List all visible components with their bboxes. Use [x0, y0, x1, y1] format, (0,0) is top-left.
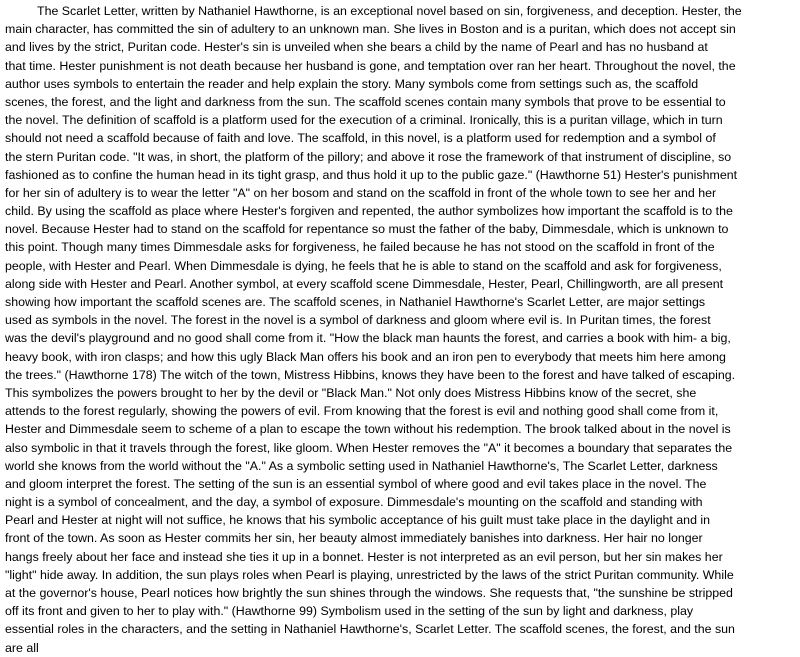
essay-line: the trees." (Hawthorne 178) The witch of the town, Mistress Hibbins, knows they have been to the forest and have talked of escaping. — [5, 367, 736, 382]
essay-line: This symbolizes the powers brought to her by the devil or "Black Man." Not only does Mistress Hibbins know of the secret, she — [5, 385, 697, 400]
essay-body — [5, 2, 797, 657]
essay-line: heavy book, with iron clasps; and how this ugly Black Man offers his book and an iron pen to everybody that meets him here among — [5, 349, 726, 364]
essay-line: that time. Hester punishment is not death because her husband is gone, and temptation over ran her heart. Throughout the novel, the — [5, 58, 736, 73]
essay-line: hangs freely about her face and instead she ties it up in a bonnet. Hester is not interpreted as an evil person, but her sin makes her — [5, 549, 723, 564]
essay-line: night is a symbol of concealment, and the day, a symbol of exposure. Dimmesdale's mounting on the scaffold and standing with — [5, 495, 703, 510]
essay-line: along side with Hester and Pearl. Another symbol, at every scaffold scene Dimmesdale, Hester, Pearl, Chillingworth, are all present — [5, 276, 724, 291]
essay-line: should not need a scaffold because of faith and love. The scaffold, in this novel, is a platform used for redemption and a symbol of — [5, 131, 716, 146]
essay-line: front of the town. As soon as Hester commits her sin, her beauty almost immediately banishes into darkness. Her hair no longer — [5, 531, 703, 546]
essay-line: this point. Though many times Dimmesdale asks for forgiveness, he failed because he has not stood on the scaffold in front of the — [5, 240, 715, 255]
essay-line: and gloom interpret the forest. The setting of the sun is an essential symbol of where good and evil takes place in the novel. The — [5, 476, 707, 491]
essay-line: was the devil's playground and no good shall come from it. "How the black man haunts the forest, and carries a book with him- a big, — [5, 331, 731, 346]
essay-line: people, with Hester and Pearl. When Dimmesdale is dying, he feels that he is able to stand on the scaffold and ask for forgiveness, — [5, 258, 722, 273]
essay-line: world she knows from the world without the "A." As a symbolic setting used in Nathaniel Hawthorne's, The Scarlet Letter, darkness — [5, 458, 718, 473]
essay-line: at the governor's house, Pearl notices how brightly the sun shines through the windows. She requests that, "the sunshine be stripped — [5, 586, 733, 600]
essay-line: author uses symbols to entertain the reader and help explain the story. Many symbols come from settings such as, the scaffold — [5, 76, 699, 91]
essay-line: Hester and Dimmesdale seem to scheme of a plan to escape the town without his redemption. The brook talked about in the novel is — [5, 422, 731, 437]
essay-line: fashioned as to confine the human head in its tight grasp, and thus hold it up to the public gaze." (Hawthorne 51) Hester's punishment — [5, 167, 738, 182]
essay-line: and lives by the strict, Puritan code. Hester's sin is unveiled when she bears a child by the name of Pearl and has no husband at — [5, 40, 708, 55]
essay-line: "light" hide away. In addition, the sun plays roles when Pearl is playing, unrestricted by the laws of the strict Puritan community. While — [5, 567, 734, 582]
essay-line: essential roles in the characters, and the setting in Nathaniel Hawthorne's, Scarlet Letter. The scaffold scenes, the forest, and the sun — [5, 622, 735, 637]
essay-line: also symbolic in that it travels through the forest, like gloom. When Hester removes the "A" it becomes a boundary that separates the — [5, 440, 733, 455]
essay-line: main character, has committed the sin of adultery to an unknown man. She lives in Boston and is a puritan, which does not accept sin — [5, 22, 736, 37]
essay-line: for her sin of adultery is to wear the letter "A" on her bosom and stand on the scaffold in front of the whole town to see her and her — [5, 185, 717, 200]
essay-line: scenes, the forest, and the light and darkness from the sun. The scaffold scenes contain many symbols that prove to be essential to — [5, 94, 726, 109]
essay-line: the stern Puritan code. "It was, in short, the platform of the pillory; and above it rose the framework of that instrument of discipline, so — [5, 149, 732, 164]
essay-line: are all — [5, 640, 39, 655]
essay-line: off its front and given to her to play with." (Hawthorne 99) Symbolism used in the setting of the sun by light and darkness, play — [5, 604, 694, 619]
essay-line: attends to the forest regularly, showing the powers of evil. From knowing that the forest is evil and nothing good shall come from it, — [5, 404, 719, 419]
essay-line: novel. Because Hester had to stand on the scaffold for repentance so must the father of the baby, Dimmesdale, which is unknown to — [5, 222, 729, 237]
essay-line: child. By using the scaffold as place where Hester's forgiven and repented, the author symbolizes how important the scaffold is to the — [5, 204, 733, 219]
essay-line: the novel. The definition of scaffold is a platform used for the execution of a criminal. Ironically, this is a puritan village, which in turn — [5, 113, 723, 128]
essay-line: used as symbols in the novel. The forest in the novel is a symbol of darkness and gloom where evil is. In Puritan times, the forest — [5, 313, 711, 328]
essay-line: The Scarlet Letter, written by Nathaniel Hawthorne, is an exceptional novel based on sin, forgiveness, and deception. Hester, the — [37, 4, 742, 18]
essay-line: showing how important the scaffold scenes are. The scaffold scenes, in Nathaniel Hawthorne's Scarlet Letter, are major settings — [5, 295, 706, 309]
essay-line: Pearl and Hester at night will not suffice, he knows that his symbolic acceptance of his guilt must take place in the daylight and in — [5, 513, 711, 528]
